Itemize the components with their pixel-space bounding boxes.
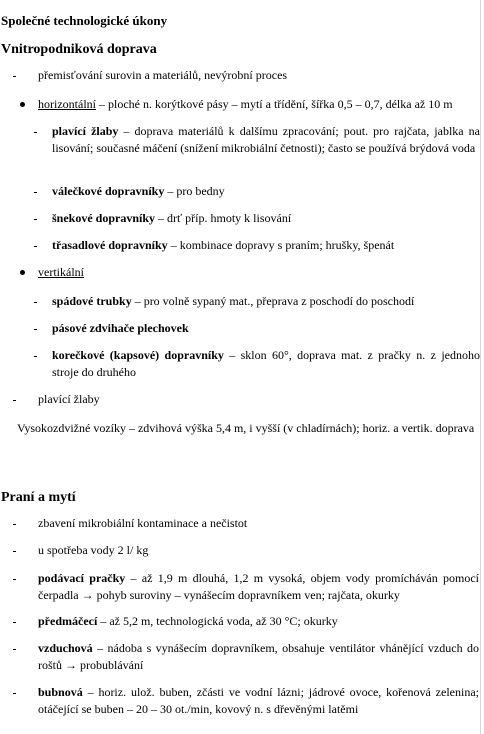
list-item-horizontal: horizontální – ploché n. korýtkové pásy – mytí a třídění, šířka 0,5 – 0,7, délka až 10 m	[17, 96, 479, 113]
dash-bullet	[9, 391, 19, 408]
round-bullet	[17, 264, 27, 281]
list-item-pasove: pásové zdvihače plechovek	[30, 320, 480, 337]
dash-bullet	[30, 237, 40, 254]
dash-bullet	[9, 613, 19, 630]
dash-bullet	[30, 293, 40, 310]
list-item-valeckove: válečkové dopravníky – pro bedny	[30, 183, 480, 200]
section-heading-washing: Praní a mytí	[1, 490, 76, 505]
dash-bullet	[9, 684, 19, 701]
vertical-label: vertikální	[38, 265, 84, 279]
section-heading-transport: Vnitropodniková doprava	[1, 42, 157, 57]
dash-bullet	[9, 67, 19, 84]
list-item-wash-2: podávací pračky – až 1,9 m dlouhá, 1,2 m vysoká, objem vody promícháván pomocí čerpadla → pohyb suroviny – vynášecím dopravníkem ven; rajčata, okurky	[9, 570, 479, 604]
page-edge-line	[480, 0, 481, 734]
dash-bullet	[9, 542, 19, 559]
list-item-spadove: spádové trubky – pro volně sypaný mat., přeprava z poschodí do poschodí	[30, 293, 480, 310]
list-item-snekove: šnekové dopravníky – drť příp. hmoty k lisování	[30, 210, 480, 227]
list-item-wash-3: předmáčecí – až 5,2 m, technologická voda, až 30 °C; okurky	[9, 613, 479, 630]
list-item-plavici-zlaby: plavící žlaby – doprava materiálů k dalšímu zpracování; pout. pro rajčata, jablka na lisování; současné máčení (snížení mikrobiální četnosti); často se používá brýdová voda	[30, 123, 480, 157]
dash-bullet	[9, 570, 19, 587]
list-item-wash-5: bubnová – horiz. ulož. buben, zčásti ve vodní lázni; jádrové ovoce, kořenová zelenina; otáčející se buben – 20 – 30 ot./min, kovový n. s dřevěnými latěmi	[9, 684, 479, 718]
document-title: Společné technologické úkony	[1, 13, 168, 28]
list-item-koreckove: korečkové (kapsové) dopravníky – sklon 60°, doprava mat. z pračky n. z jednoho stroje do druhého	[30, 347, 480, 381]
dash-bullet	[30, 210, 40, 227]
list-item-plavici-after: plavící žlaby	[9, 391, 479, 408]
horizontal-label: horizontální	[38, 97, 96, 111]
forklifts-paragraph: Vysokozdvižné vozíky – zdvihová výška 5,4 m, i vyšší (v chladírnách); horiz. a vertik. doprava	[17, 421, 475, 435]
list-item-intro: přemisťování surovin a materiálů, nevýrobní proces	[9, 67, 479, 84]
list-item-wash-4: vzduchová – nádoba s vynášecím dopravníkem, obsahuje ventilátor vhánějící vzduch do roštů → probublávání	[9, 640, 479, 674]
dash-bullet	[30, 183, 40, 200]
dash-bullet	[30, 123, 40, 140]
list-item-vertical	[17, 264, 479, 281]
dash-bullet	[9, 515, 19, 532]
list-item-trasadlove: třasadlové dopravníky – kombinace dopravy s praním; hrušky, špenát	[30, 237, 480, 254]
list-item-wash-1: u spotřeba vody 2 l/ kg	[9, 542, 479, 559]
dash-bullet	[30, 320, 40, 337]
list-item-wash-0: zbavení mikrobiální kontaminace a nečistot	[9, 515, 479, 532]
dash-bullet	[30, 347, 40, 364]
round-bullet	[17, 96, 27, 113]
dash-bullet	[9, 640, 19, 657]
